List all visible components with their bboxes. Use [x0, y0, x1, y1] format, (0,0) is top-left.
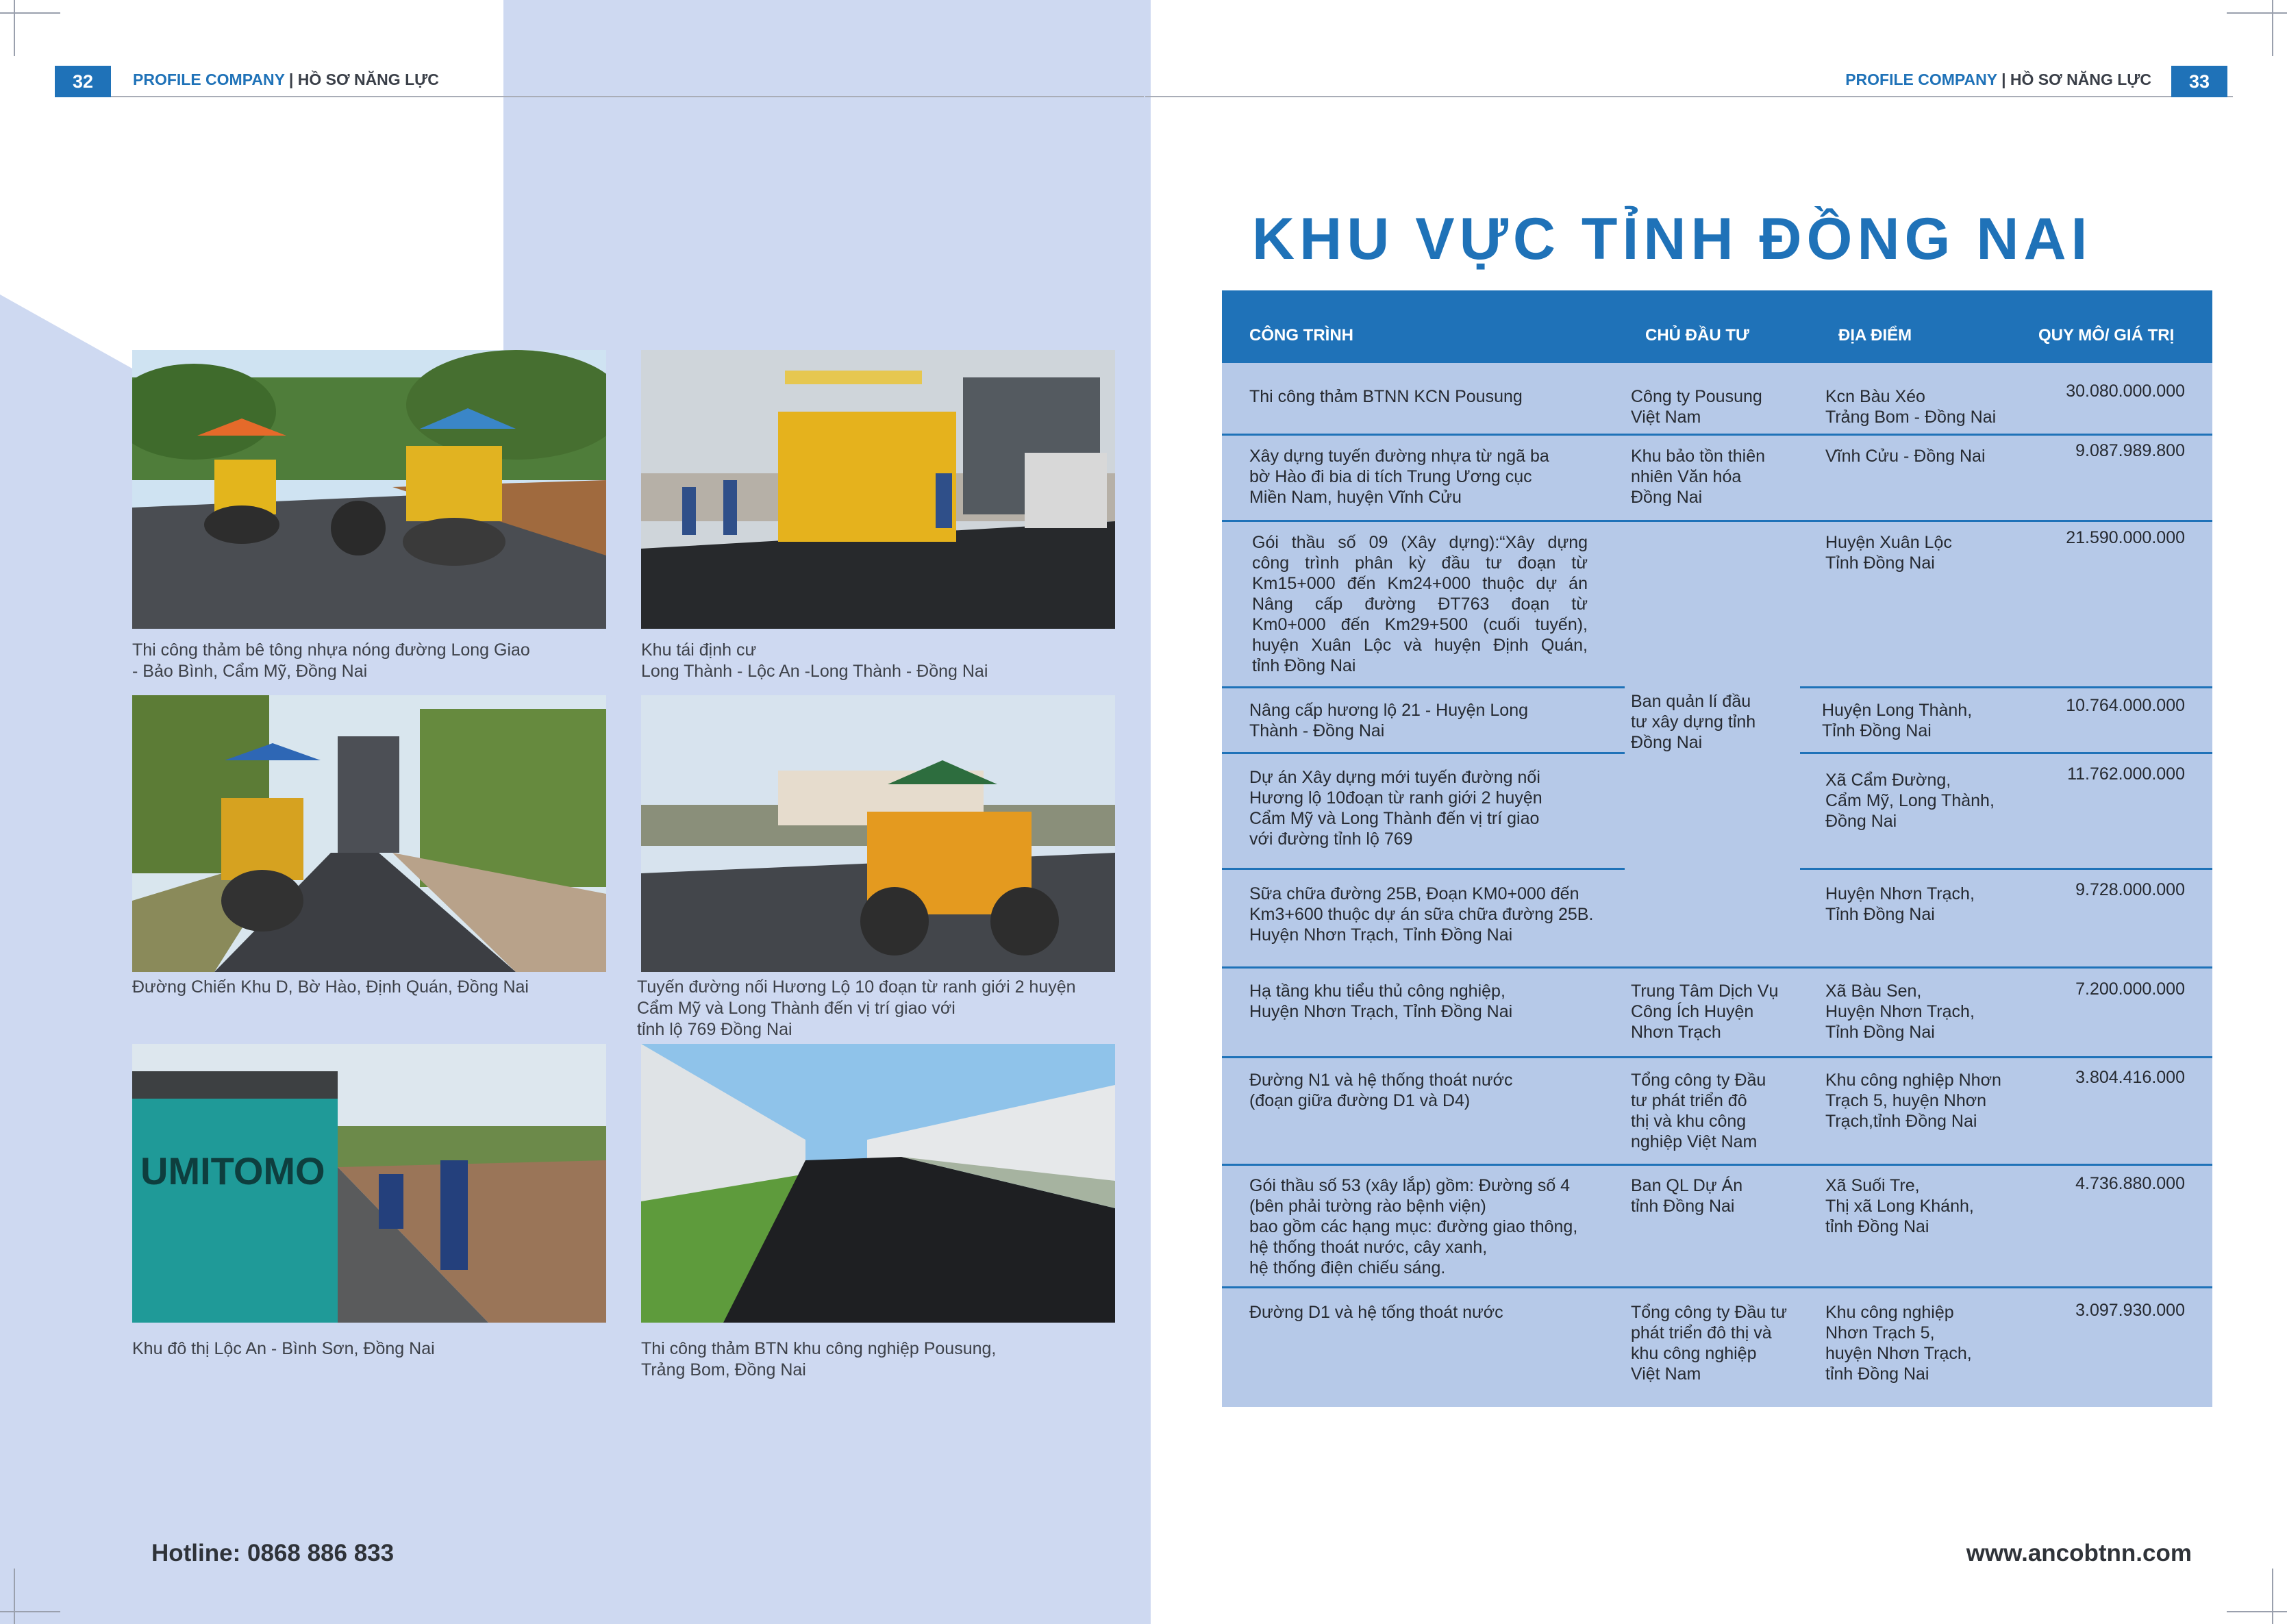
profile-vn: HỒ SƠ NĂNG LỰC: [2010, 71, 2151, 88]
row-divider: [1800, 752, 2212, 754]
table-cell-value: 9.087.989.800: [2075, 441, 2185, 460]
table-cell-location: Xã Bàu Sen, Huyện Nhơn Trạch, Tỉnh Đồng Nai: [1825, 982, 1975, 1042]
table-cell-value: 21.590.000.000: [2066, 528, 2185, 547]
table-cell-project: Gói thầu số 53 (xây lắp) gồm: Đường số 4 (bên phải tường rào bệnh viện) bao gồm các hạng mục: đường giao thông, hệ thống thoát nước, cây xanh, hệ thống điện chiếu sáng.: [1249, 1176, 1578, 1277]
table-cell-value: 4.736.880.000: [2075, 1174, 2185, 1193]
projects-table: [1222, 290, 2212, 1407]
row-divider: [1222, 1164, 2212, 1166]
table-cell-project: Đường N1 và hệ thống thoát nước (đoạn giữa đường D1 và D4): [1249, 1071, 1513, 1110]
row-divider: [1222, 868, 1625, 870]
website-link[interactable]: www.ancobtnn.com: [1966, 1540, 2192, 1566]
row-divider: [1222, 1056, 2212, 1058]
crop-mark: [2227, 1611, 2287, 1612]
table-cell-project: Gói thầu số 09 (Xây dựng):“Xây dựng công trình phân kỳ đầu tư đoạn từ Km15+000 đến Km24+000 thuộc dự án Nâng cấp đường ĐT763 đoạn từ Km0+000 đến Km29+500 (cuối tuyến), huyện Xuân Lộc và huyện Định Quán, tỉnh Đồng Nai: [1252, 533, 1588, 675]
crop-mark: [14, 0, 15, 56]
crop-mark: [0, 12, 60, 14]
table-cell-owner: Tổng công ty Đầu tư phát triển đô thị và khu công nghiệp Việt Nam: [1631, 1303, 1787, 1384]
photo-caption: Thi công thảm bê tông nhựa nóng đường Long Giao - Bảo Bình, Cẩm Mỹ, Đồng Nai: [132, 640, 530, 681]
column-header: QUY MÔ/ GIÁ TRỊ: [2038, 326, 2175, 345]
table-cell-value: 7.200.000.000: [2075, 979, 2185, 999]
crop-mark: [2227, 12, 2287, 14]
photo-roller-huong-lo-10: [641, 695, 1115, 972]
photo-road-rollers-long-giao: [132, 350, 606, 629]
row-divider: [1222, 434, 2212, 436]
table-cell-owner: Trung Tâm Dịch Vụ Công Ích Huyện Nhơn Trạch: [1631, 982, 1779, 1042]
row-divider: [1222, 1286, 2212, 1288]
column-header: CHỦ ĐẦU TƯ: [1645, 326, 1749, 345]
table-cell-owner: Tổng công ty Đầu tư phát triển đô thị và khu công nghiệp Việt Nam: [1631, 1071, 1766, 1151]
page-number-right: 33: [2171, 66, 2227, 97]
photo-paver-loc-an: [132, 1044, 606, 1323]
crop-mark: [14, 1569, 15, 1624]
table-cell-owner: Ban QL Dự Án tỉnh Đồng Nai: [1631, 1176, 1743, 1216]
table-cell-location: Vĩnh Cửu - Đồng Nai: [1825, 447, 1986, 466]
table-cell-project: Dự án Xây dựng mới tuyến đường nối Hương lộ 10đoạn từ ranh giới 2 huyện Cẩm Mỹ và Long Thành đến vị trí giao với đường tỉnh lộ 769: [1249, 768, 1542, 849]
header-separator: |: [288, 71, 294, 88]
table-cell-owner: Công ty Pousung Việt Nam: [1631, 387, 1762, 427]
table-cell-owner: Khu bảo tồn thiên nhiên Văn hóa Đồng Nai: [1631, 447, 1765, 507]
table-cell-location: Kcn Bàu Xéo Trảng Bom - Đồng Nai: [1825, 387, 1997, 427]
row-divider: [1800, 686, 2212, 688]
photo-paver-long-thanh: [641, 350, 1115, 629]
photo-caption: Tuyến đường nối Hương Lộ 10 đoạn từ ranh giới 2 huyện Cẩm Mỹ và Long Thành đến vị trí giao với tỉnh lộ 769 Đồng Nai: [637, 977, 1076, 1039]
table-cell-location: Huyện Xuân Lộc Tỉnh Đồng Nai: [1825, 533, 1952, 573]
table-cell-project: Xây dựng tuyến đường nhựa từ ngã ba bờ Hào đi bia di tích Trung Ương cục Miền Nam, huyện Vĩnh Cửu: [1249, 447, 1549, 507]
crop-mark: [2272, 0, 2273, 56]
photo-caption: Đường Chiến Khu D, Bờ Hào, Định Quán, Đồng Nai: [132, 977, 529, 997]
crop-mark: [0, 1611, 60, 1612]
header-rule-right: [1145, 96, 2233, 97]
table-header: [1222, 290, 2212, 363]
table-cell-location: Khu công nghiệp Nhơn Trạch 5, huyện Nhơn Trạch,tỉnh Đồng Nai: [1825, 1071, 2001, 1131]
column-header: ĐỊA ĐIỂM: [1838, 326, 1912, 345]
profile-label: PROFILE COMPANY: [1845, 71, 1997, 88]
photo-caption: Thi công thảm BTN khu công nghiệp Pousung, Trảng Bom, Đồng Nai: [641, 1339, 997, 1379]
hotline-text: Hotline: 0868 886 833: [151, 1540, 395, 1566]
table-cell-location: Xã Suối Tre, Thị xã Long Khánh, tỉnh Đồng Nai: [1825, 1176, 1974, 1236]
row-divider: [1800, 868, 2212, 870]
table-cell-location: Huyện Long Thành, Tỉnh Đồng Nai: [1822, 701, 1973, 740]
table-cell-value: 3.097.930.000: [2075, 1301, 2185, 1320]
table-cell-value: 9.728.000.000: [2075, 880, 2185, 899]
table-cell-project: Nâng cấp hương lộ 21 - Huyện Long Thành - Đồng Nai: [1249, 701, 1529, 740]
profile-label: PROFILE COMPANY: [133, 71, 285, 88]
crop-mark: [2272, 1569, 2273, 1624]
table-cell-value: 11.762.000.000: [2067, 764, 2185, 784]
page-number-left: 32: [55, 66, 111, 97]
photo-road-pousung: [641, 1044, 1115, 1323]
photo-roller-chien-khu-d: [132, 695, 606, 972]
photo-caption: Khu đô thị Lộc An - Bình Sơn, Đồng Nai: [132, 1339, 435, 1358]
table-cell-project: Thi công thảm BTNN KCN Pousung: [1249, 387, 1523, 406]
header-title-right: [1845, 71, 2151, 89]
header-title-left: [133, 71, 439, 89]
table-cell-location: Huyện Nhơn Trạch, Tỉnh Đồng Nai: [1825, 884, 1975, 924]
header-separator: |: [2001, 71, 2006, 88]
table-cell-project: Sữa chữa đường 25B, Đoạn KM0+000 đến Km3+600 thuộc dự án sữa chữa đường 25B. Huyện Nhơn Trạch, Tỉnh Đồng Nai: [1249, 884, 1594, 945]
row-divider: [1222, 966, 2212, 969]
row-divider: [1222, 752, 1625, 754]
table-cell-owner-merged: Ban quản lí đầu tư xây dựng tỉnh Đồng Nai: [1631, 692, 1756, 752]
photo-caption: Khu tái định cư Long Thành - Lộc An -Long Thành - Đồng Nai: [641, 640, 988, 681]
table-cell-location: Khu công nghiệp Nhơn Trạch 5, huyện Nhơn Trạch, tỉnh Đồng Nai: [1825, 1303, 1972, 1384]
table-cell-location: Xã Cẩm Đường, Cẩm Mỹ, Long Thành, Đồng Nai: [1825, 771, 1995, 831]
table-cell-project: Hạ tầng khu tiểu thủ công nghiệp, Huyện Nhơn Trạch, Tỉnh Đồng Nai: [1249, 982, 1513, 1021]
machine-brand-text: UMITOMO: [140, 1149, 325, 1192]
column-header: CÔNG TRÌNH: [1249, 326, 1353, 345]
table-cell-value: 30.080.000.000: [2066, 382, 2185, 401]
page-title: KHU VỰC TỈNH ĐỒNG NAI: [1252, 206, 2092, 272]
table-cell-project: Đường D1 và hệ tống thoát nước: [1249, 1303, 1503, 1322]
row-divider: [1222, 686, 1625, 688]
row-divider: [1222, 520, 2212, 522]
header-rule-left: [55, 96, 1144, 97]
table-cell-value: 10.764.000.000: [2066, 696, 2185, 715]
profile-vn: HỒ SƠ NĂNG LỰC: [297, 71, 439, 88]
table-cell-value: 3.804.416.000: [2075, 1068, 2185, 1087]
